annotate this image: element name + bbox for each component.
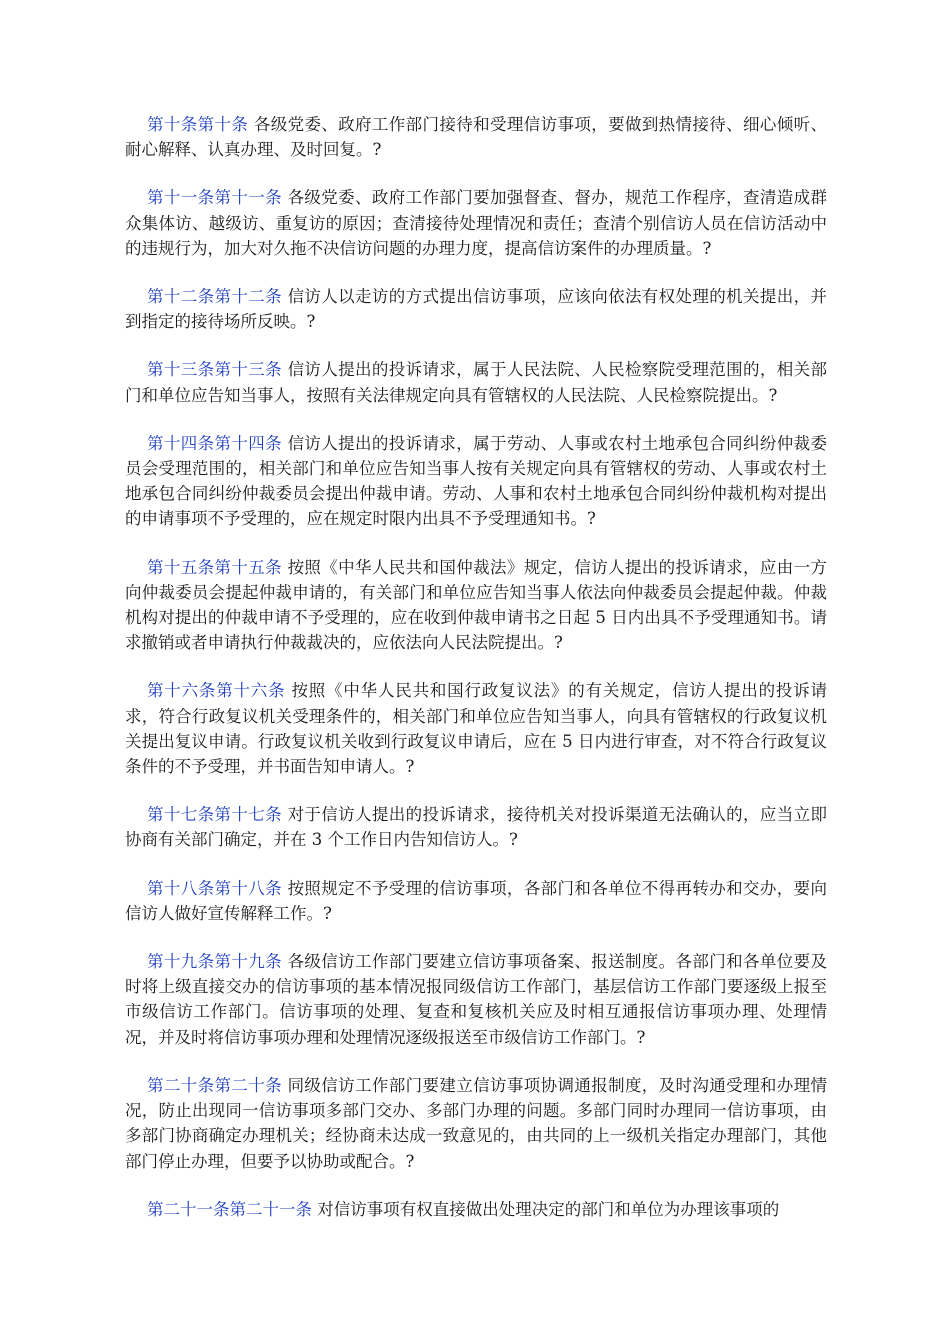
article-text: 按照《中华人民共和国仲裁法》规定，信访人提出的投诉请求，应由一方向仲裁委员会提起仲裁申请的，有关部门和单位应告知当事人依法向仲裁委员会提起仲裁。仲裁机构对提出的仲裁申请不予受理的，应在收到仲裁申请书之日起 5 日内出具不予受理通知书。请求撤销或者申请执行仲裁裁决的，应依法向人民法院提出。?: [125, 557, 827, 653]
article-20: [125, 1073, 827, 1174]
article-14: [125, 431, 827, 532]
article-heading: 第十条第十条: [147, 115, 249, 134]
article-text: 各级党委、政府工作部门接待和受理信访事项，要做到热情接待、细心倾听、耐心解释、认真办理、及时回复。?: [125, 115, 828, 160]
article-text: 各级党委、政府工作部门要加强督查、督办，规范工作程序，查清造成群众集体访、越级访、重复访的原因；查清接待处理情况和责任；查清个别信访人员在信访活动中的违规行为，加大对久拖不决信访问题的办理力度，提高信访案件的办理质量。?: [125, 188, 827, 258]
article-11: [125, 185, 827, 261]
article-heading: 第十六条第十六条: [147, 681, 286, 701]
article-heading: 第十三条第十三条: [147, 360, 282, 380]
article-17: [125, 802, 827, 852]
article-text: 对于信访人提出的投诉请求，接待机关对投诉渠道无法确认的，应当立即协商有关部门确定，并在 3 个工作日内告知信访人。?: [125, 805, 827, 850]
article-heading: 第二十一条第二十一条: [147, 1199, 312, 1219]
article-text: 同级信访工作部门要建立信访事项协调通报制度，及时沟通受理和办理情况，防止出现同一信访事项多部门交办、多部门办理的问题。多部门同时办理同一信访事项，由多部门协商确定办理机关；经协商未达成一致意见的，由共同的上一级机关指定办理部门，其他部门停止办理，但要予以协助或配合。?: [125, 1075, 827, 1171]
article-text: 各级信访工作部门要建立信访事项备案、报送制度。各部门和各单位要及时将上级直接交办的信访事项的基本情况报同级信访工作部门，基层信访工作部门要逐级上报至市级信访工作部门。信访事项的处理、复查和复核机关应及时相互通报信访事项办理、处理情况，并及时将信访事项办理和处理情况逐级报送至市级信访工作部门。?: [125, 952, 827, 1047]
article-heading: 第十八条第十八条: [147, 878, 282, 898]
article-15: [125, 555, 827, 656]
article-heading: 第二十条第二十条: [147, 1075, 282, 1095]
article-heading: 第十一条第十一条: [147, 188, 282, 208]
article-text: 信访人提出的投诉请求，属于劳动、人事或农村土地承包合同纠纷仲裁委员会受理范围的，相关部门和单位应告知当事人按有关规定向具有管辖权的劳动、人事或农村土地承包合同纠纷仲裁委员会提出仲裁申请。劳动、人事和农村土地承包合同纠纷仲裁机构对提出的申请事项不予受理的，应在规定时限内出具不予受理通知书。?: [125, 433, 827, 529]
article-19: [125, 949, 827, 1050]
article-18: [125, 876, 827, 926]
article-heading: 第十四条第十四条: [147, 433, 282, 453]
article-10: [125, 112, 827, 162]
article-13: [125, 357, 827, 407]
article-heading: 第十五条第十五条: [147, 557, 282, 577]
article-16: [125, 678, 827, 779]
article-text: 对信访事项有权直接做出处理决定的部门和单位为办理该事项的: [312, 1199, 780, 1219]
article-heading: 第十七条第十七条: [147, 805, 282, 825]
article-text: 按照《中华人民共和国行政复议法》的有关规定，信访人提出的投诉请求，符合行政复议机关受理条件的，相关部门和单位应告知当事人，向具有管辖权的行政复议机关提出复议申请。行政复议机关收到行政复议申请后，应在 5 日内进行审查，对不符合行政复议条件的不予受理，并书面告知申请人。?: [125, 681, 828, 777]
article-21: [125, 1197, 827, 1222]
article-text: 信访人提出的投诉请求，属于人民法院、人民检察院受理范围的，相关部门和单位应告知当事人，按照有关法律规定向具有管辖权的人民法院、人民检察院提出。?: [125, 360, 827, 405]
article-heading: 第十九条第十九条: [147, 952, 282, 972]
article-heading: 第十二条第十二条: [147, 287, 282, 307]
article-text: 按照规定不予受理的信访事项，各部门和各单位不得再转办和交办，要向信访人做好宣传解释工作。?: [125, 878, 827, 923]
article-12: [125, 284, 827, 334]
article-text: 信访人以走访的方式提出信访事项，应该向依法有权处理的机关提出，并到指定的接待场所反映。?: [125, 287, 827, 332]
document-page: [125, 112, 827, 1245]
